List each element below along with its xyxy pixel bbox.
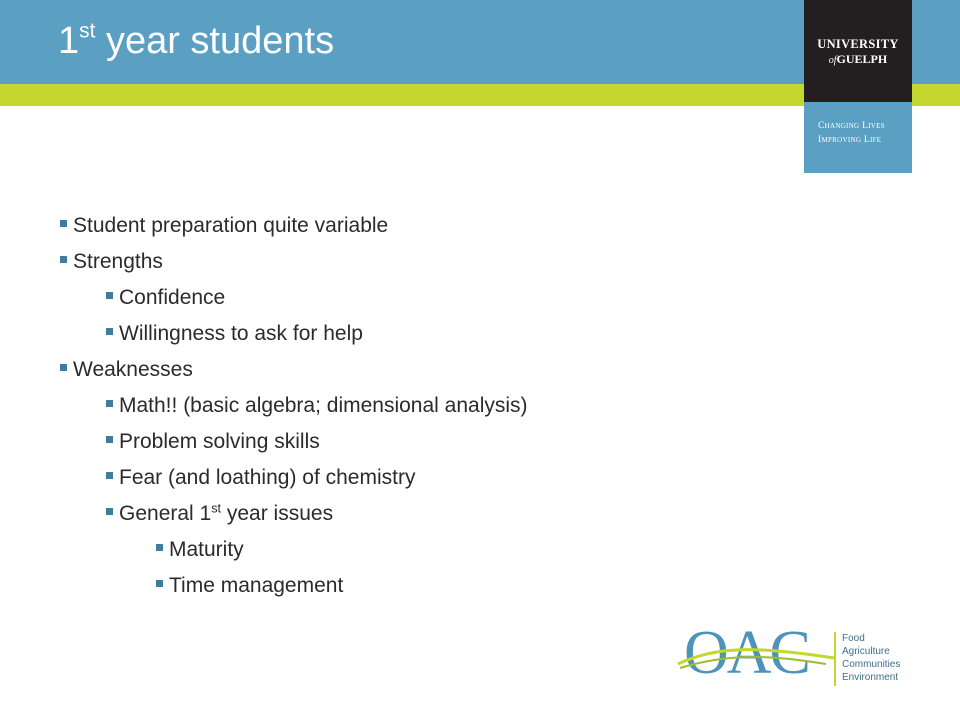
bullet-item (58, 208, 528, 244)
oac-word-environment: Environment (842, 672, 899, 683)
logo-wordmark-line2 (804, 53, 912, 66)
bullet-list (58, 208, 528, 604)
oac-logo (676, 619, 916, 690)
bullet-text: Student preparation quite variable (73, 214, 389, 237)
bullet-ordinal: st (211, 501, 222, 516)
bullet-text: Math!! (basic algebra; dimensional analysis) (119, 394, 528, 417)
oac-word-communities: Communities (842, 659, 901, 670)
bullet-item (58, 316, 528, 352)
oac-letters: OAC (684, 619, 809, 687)
bullet-text: Maturity (169, 538, 244, 561)
bullet-text-rest: year issues (221, 502, 334, 525)
bullet-text: Problem solving skills (119, 430, 320, 453)
bullet-square-icon (156, 580, 163, 587)
bullet-item (58, 352, 528, 388)
bullet-item (58, 424, 528, 460)
logo-wordmark (804, 38, 912, 66)
oac-word-agriculture: Agriculture (842, 646, 890, 657)
logo-wordmark-guelph: GUELPH (836, 51, 888, 66)
bullet-text: Time management (169, 574, 344, 597)
oac-words (842, 632, 900, 684)
bullet-text: Weaknesses (73, 358, 193, 381)
bullet-item (58, 388, 528, 424)
bullet-text: Willingness to ask for help (119, 322, 363, 345)
logo-tagline-line2: Improving Life (818, 134, 882, 145)
bullet-item (58, 280, 528, 316)
bullet-item (58, 532, 528, 568)
bullet-square-icon (106, 400, 113, 407)
bullet-square-icon (60, 364, 67, 371)
logo-tagline (818, 120, 912, 148)
oac-word-food: Food (842, 633, 865, 644)
bullet-item (58, 568, 528, 604)
bullet-square-icon (156, 544, 163, 551)
bullet-square-icon (106, 436, 113, 443)
bullet-square-icon (60, 256, 67, 263)
bullet-item (58, 496, 528, 532)
oac-divider (834, 632, 836, 686)
bullet-text: Strengths (73, 250, 163, 273)
bullet-square-icon (106, 508, 113, 515)
title-ordinal: st (79, 19, 96, 43)
logo-wordmark-line1: UNIVERSITY (817, 37, 899, 51)
logo-tagline-line1: Changing Lives (818, 121, 885, 131)
bullet-square-icon (106, 472, 113, 479)
bullet-text: Fear (and loathing) of chemistry (119, 466, 416, 489)
bullet-item (58, 244, 528, 280)
university-of-guelph-logo (804, 0, 912, 173)
slide-title (58, 19, 335, 62)
logo-wordmark-of: of (828, 54, 837, 66)
bullet-square-icon (60, 220, 67, 227)
bullet-square-icon (106, 292, 113, 299)
bullet-text: General 1 (119, 502, 212, 525)
bullet-square-icon (106, 328, 113, 335)
title-text: year students (95, 20, 335, 62)
title-number: 1 (58, 20, 80, 62)
bullet-text: Confidence (119, 286, 226, 309)
bullet-item (58, 460, 528, 496)
oac-swoosh-icon (676, 642, 836, 672)
